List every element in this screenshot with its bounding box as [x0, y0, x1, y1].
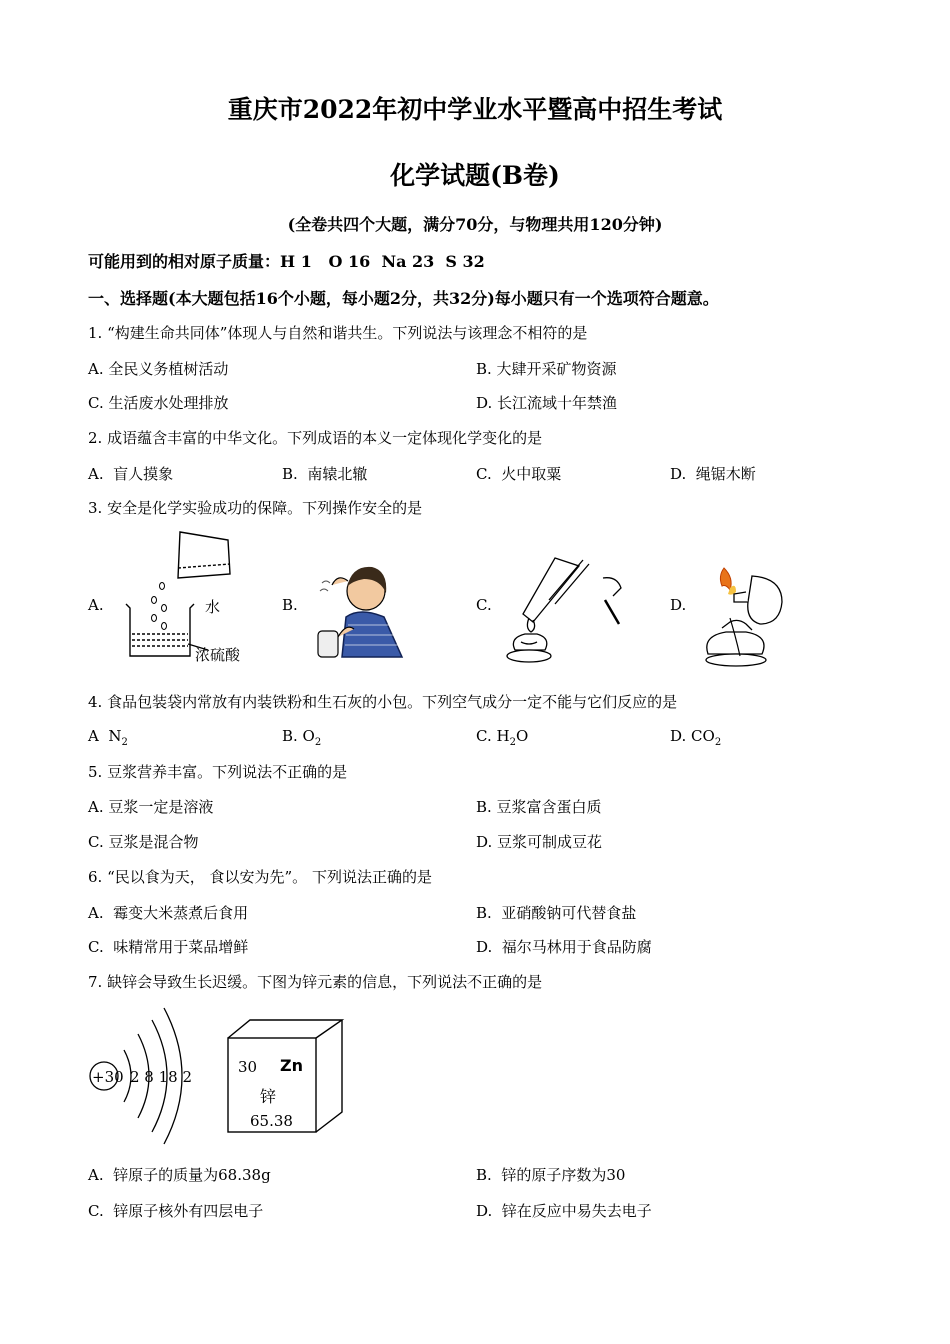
question-7-stem: 7. 缺锌会导致生长迟缓。下图为锌元素的信息，下列说法不正确的是: [88, 973, 543, 991]
question-6-stem: 6. “民以食为天， 食以安为先”。 下列说法正确的是: [88, 868, 432, 886]
zinc-electron-shells: 2 8 18 2: [130, 1068, 193, 1086]
q3-figure-d-lamp-icon: [690, 562, 795, 670]
exam-subtitle: 化学试题(B卷): [390, 161, 560, 190]
q4-option-a: A $N_2$: [88, 727, 128, 748]
question-1-stem: 1. “构建生命共同体”体现人与自然和谐共生。下列说法与该理念不相符的是: [88, 324, 588, 342]
q2-option-d: D. 绳锯木断: [670, 465, 756, 483]
zinc-name: 锌: [260, 1087, 277, 1106]
q1-option-c: C. 生活废水处理排放: [88, 394, 229, 412]
q5-option-b: B. 豆浆富含蛋白质: [476, 798, 602, 816]
q3-option-b: B.: [282, 596, 298, 614]
q7-option-a: A. 锌原子的质量为68.38g: [88, 1166, 271, 1184]
question-3-stem: 3. 安全是化学实验成功的保障。下列操作安全的是: [88, 499, 423, 517]
q3-figure-b-person-icon: [302, 555, 412, 665]
question-5-stem: 5. 豆浆营养丰富。下列说法不正确的是: [88, 763, 348, 781]
q1-option-d: D. 长江流域十年禁渔: [476, 394, 618, 412]
q2-option-c: C. 火中取粟: [476, 465, 562, 483]
q5-option-d: D. 豆浆可制成豆花: [476, 833, 603, 851]
q5-option-c: C. 豆浆是混合物: [88, 833, 199, 851]
q6-option-a: A. 霉变大米蒸煮后食用: [88, 904, 249, 922]
q4-option-b: B. $O_2$: [282, 727, 322, 748]
q6-option-c: C. 味精常用于菜品增鲜: [88, 938, 249, 956]
section-heading: 一、选择题(本大题包括16个小题，每小题2分，共32分)每小题只有一个选项符合题意。: [88, 289, 719, 308]
q3-label-acid: 浓硫酸: [195, 646, 241, 664]
zinc-symbol: Zn: [280, 1056, 303, 1075]
zinc-atomic-mass: 65.38: [250, 1112, 293, 1130]
q4-option-c: C. $H_2O$: [476, 727, 529, 748]
q1-option-a: A. 全民义务植树活动: [88, 360, 229, 378]
atomic-masses: 可能用到的相对原子质量：H 1 O 16 Na 23 S 32: [88, 252, 485, 271]
q2-option-b: B. 南辕北辙: [282, 465, 368, 483]
question-4-stem: 4. 食品包装袋内常放有内装铁粉和生石灰的小包。下列空气成分一定不能与它们反应的是: [88, 693, 678, 711]
q3-option-a: A.: [88, 596, 104, 614]
q7-option-c: C. 锌原子核外有四层电子: [88, 1202, 264, 1220]
q3-label-water: 水: [205, 598, 221, 616]
q3-option-d: D.: [670, 596, 687, 614]
exam-title: 重庆市2022年初中学业水平暨高中招生考试: [227, 95, 723, 124]
zinc-atomic-number: 30: [238, 1058, 258, 1076]
exam-note: (全卷共四个大题，满分70分，与物理共用120分钟): [287, 215, 663, 234]
q3-option-c: C.: [476, 596, 492, 614]
q7-option-b: B. 锌的原子序数为30: [476, 1166, 626, 1184]
q6-option-b: B. 亚硝酸钠可代替食盐: [476, 904, 637, 922]
q7-option-d: D. 锌在反应中易失去电子: [476, 1202, 652, 1220]
question-2-stem: 2. 成语蕴含丰富的中华文化。下列成语的本义一定体现化学变化的是: [88, 429, 543, 447]
q5-option-a: A. 豆浆一定是溶液: [88, 798, 214, 816]
q4-option-d: D. $CO_2$: [670, 727, 722, 748]
q3-figure-c-heating-icon: [505, 552, 630, 667]
q2-option-a: A. 盲人摸象: [88, 465, 174, 483]
q6-option-d: D. 福尔马林用于食品防腐: [476, 938, 652, 956]
zinc-nucleus-charge: +30: [92, 1068, 124, 1086]
q1-option-b: B. 大肆开采矿物资源: [476, 360, 617, 378]
